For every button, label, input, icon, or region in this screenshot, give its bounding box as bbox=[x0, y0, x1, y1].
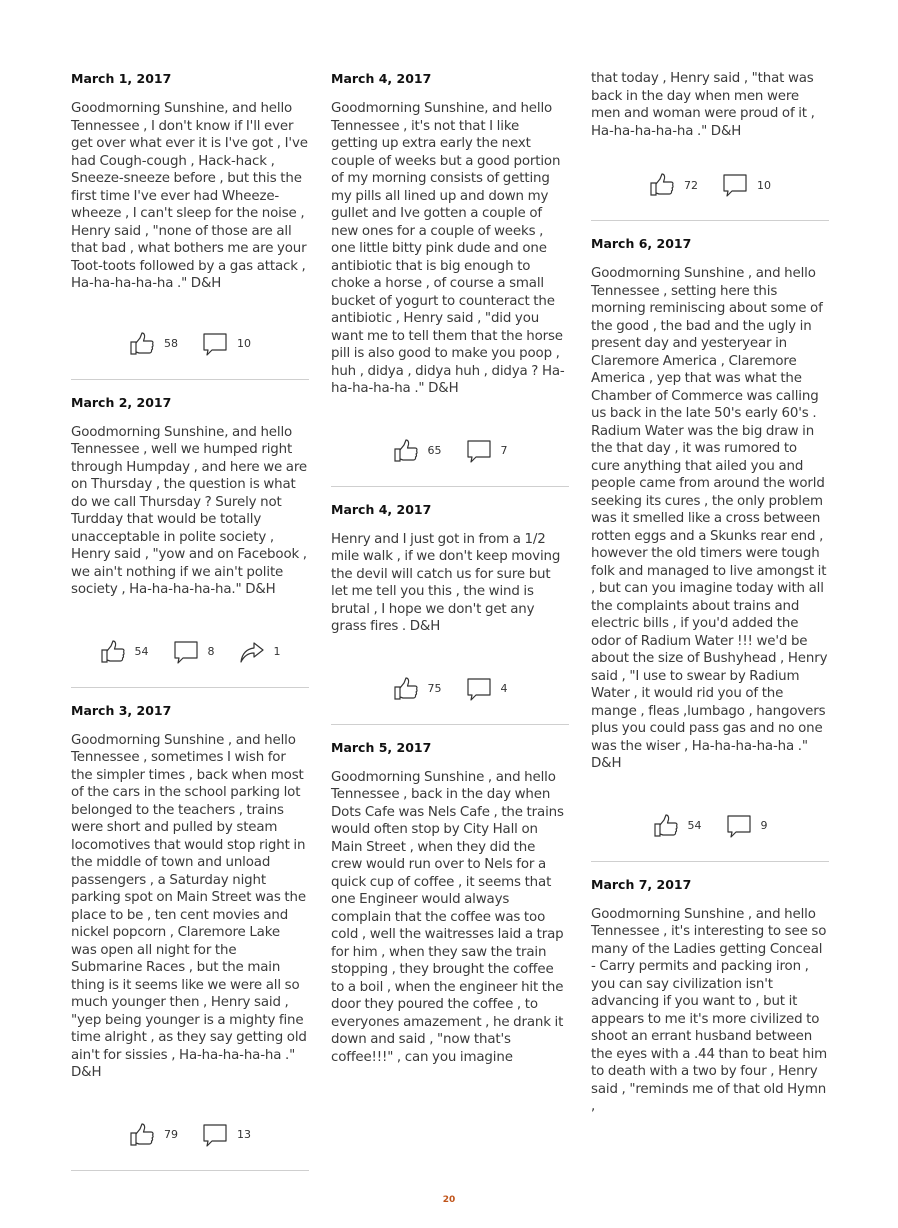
comment-icon bbox=[466, 676, 492, 702]
reactions-bar bbox=[331, 436, 569, 466]
post-date: March 5, 2017 bbox=[331, 739, 432, 755]
like-count: 54 bbox=[687, 819, 702, 832]
reactions-bar bbox=[331, 674, 569, 704]
reactions-bar bbox=[71, 637, 309, 667]
like-count: 54 bbox=[134, 645, 149, 658]
post-divider bbox=[71, 1170, 309, 1171]
reactions-bar bbox=[71, 329, 309, 359]
comment-button[interactable] bbox=[202, 1122, 251, 1148]
post-text: Goodmorning Sunshine , and hello Tennessee , setting here this morning reminiscing about some of the good , the bad and the ugly in present day and yesteryear in Claremore America , Claremore America , yep that was what the Chamber of Commerce was calling us back in the late 50's early 60's . Radium Water was the big draw in the that day , it was rumored to cure anything that ailed you and people came from around the world seeking its cures , the only problem was it smelled like a cross between rotten eggs and a Skunks rear end , however the old timers were tough folk and managed to live amongst it , but can you imagine today with all the complaints about trains and electric bills , if you'd added the odor of Radium Water !!! we'd be about the size of Bushyhead , Henry said , "I use to swear by Radium Water , it would rid you of the mange , fleas ,lumbago , hangovers plus you could pass gas and no one was the wiser , Ha-ha-ha-ha-ha ." D&H bbox=[591, 266, 828, 771]
thumbs-up-icon bbox=[393, 438, 419, 464]
comment-button[interactable] bbox=[466, 676, 508, 702]
column-left bbox=[71, 70, 309, 1185]
comment-icon bbox=[173, 639, 199, 665]
like-count: 79 bbox=[164, 1128, 178, 1141]
comment-icon bbox=[722, 172, 748, 198]
post-divider bbox=[591, 220, 829, 221]
post-march-1 bbox=[71, 70, 309, 380]
post-date: March 7, 2017 bbox=[591, 876, 692, 892]
post-march-4-walk bbox=[331, 501, 569, 725]
post-march-7 bbox=[591, 876, 829, 1116]
comment-count: 8 bbox=[207, 645, 215, 658]
post-divider bbox=[71, 379, 309, 380]
thumbs-up-icon bbox=[100, 639, 126, 665]
post-date: March 4, 2017 bbox=[331, 501, 432, 517]
comment-count: 10 bbox=[757, 178, 771, 192]
comment-count: 13 bbox=[237, 1128, 251, 1141]
comment-button[interactable] bbox=[173, 639, 215, 665]
post-date: March 2, 2017 bbox=[71, 394, 172, 410]
like-button[interactable] bbox=[653, 813, 702, 839]
like-button[interactable] bbox=[129, 331, 178, 357]
post-march-6 bbox=[591, 235, 829, 862]
post-divider bbox=[71, 687, 309, 688]
like-button[interactable] bbox=[393, 438, 442, 464]
post-date: March 4, 2017 bbox=[331, 71, 432, 86]
like-button[interactable] bbox=[100, 639, 149, 665]
thumbs-up-icon bbox=[649, 172, 675, 198]
post-text: Goodmorning Sunshine , and hello Tennessee , back in the day when Dots Cafe was Nels Cafe , the trains would often stop by City Hall on Main Street , when they did the crew would run over to Nels for a quick cup of coffee , it seems that one Engineer would always complain that the coffee was too cold , well the waitresses laid a trap for him , when they saw the train stopping , they brought the coffee to a boil , when the engineer hit the door they poured the coffee , to everyones amazement , he drank it down and said , "now that's coffee!!!" , can you imagine bbox=[331, 769, 564, 1065]
like-button[interactable] bbox=[393, 676, 442, 702]
thumbs-up-icon bbox=[393, 676, 419, 702]
post-date: March 6, 2017 bbox=[591, 236, 692, 251]
comment-button[interactable] bbox=[726, 813, 768, 839]
column-middle bbox=[331, 70, 569, 1066]
post-divider bbox=[331, 724, 569, 725]
comment-count: 7 bbox=[500, 444, 508, 457]
comment-icon bbox=[726, 813, 752, 839]
post-march-5-continued bbox=[591, 70, 829, 221]
like-button[interactable] bbox=[129, 1122, 178, 1148]
thumbs-up-icon bbox=[653, 813, 679, 839]
thumbs-up-icon bbox=[129, 1122, 155, 1148]
like-button[interactable] bbox=[649, 172, 698, 198]
column-right bbox=[591, 70, 829, 1116]
post-date: March 1, 2017 bbox=[71, 71, 172, 86]
post-text: Henry and I just got in from a 1/2 mile walk , if we don't keep moving the devil will catch us for sure but let me tell you this , the wind is brutal , I hope we don't get any grass fires . D&H bbox=[331, 531, 561, 634]
comment-count: 10 bbox=[237, 337, 251, 350]
comment-button[interactable] bbox=[722, 172, 771, 198]
post-text-continuation: that today , Henry said , "that was back in the day when men were men and woman were proud of it , Ha-ha-ha-ha-ha ." D&H bbox=[591, 71, 815, 139]
post-text: Goodmorning Sunshine , and hello Tennessee , sometimes I wish for the simpler times , back when most of the cars in the school parking lot belonged to the teachers , trains were short and pulled by steam locomotives that would stop right in the middle of town and unload passengers , a Saturday night parking spot on Main Street was the place to be , ten cent movies and nickel popcorn , Claremore Lake was open all night for the Submarine Races , but the main thing is it seems like we were all so much younger then , Henry said , "yep being younger is a mighty fine time alright , as they say getting old ain't for sissies , Ha-ha-ha-ha-ha ." D&H bbox=[71, 732, 307, 1080]
post-text: Goodmorning Sunshine , and hello Tennessee , it's interesting to see so many of the Ladies getting Conceal - Carry permits and packing iron , you can say civilization isn't advancing if you want to , but it appears to me it's more civilized to shoot an errant husband between the eyes with a .44 than to beat him to death with a two by four , Henry said , "reminds me of that old Hymn , bbox=[591, 906, 828, 1114]
like-count: 58 bbox=[164, 337, 178, 350]
reactions-bar bbox=[71, 1120, 309, 1150]
post-march-3 bbox=[71, 702, 309, 1171]
reactions-bar bbox=[591, 170, 829, 200]
post-text: Goodmorning Sunshine, and hello Tennessee , I don't know if I'll ever get over what ever it is I've got , I've had Cough-cough , Hack-hack , Sneeze-sneeze before , but this the first time I've ever had Wheeze-wheeze , I can't sleep for the noise , Henry said , "none of those are all that bad , what bothers me are your Toot-toots followed by a gas attack , Ha-ha-ha-ha-ha ." D&H bbox=[71, 101, 308, 291]
post-march-2 bbox=[71, 394, 309, 688]
share-icon bbox=[239, 639, 265, 665]
post-text: Goodmorning Sunshine, and hello Tennessee , it's not that I like getting up extra early the next couple of weeks but a good portion of my morning consists of getting my pills all lined up and down my gullet and Ive gotten a couple of new ones for a couple of weeks , one little bitty pink dude and one antibiotic that is big enough to choke a horse , of course a small bucket of yogurt to counteract the antibiotic , Henry said , "did you want me to tell them that the horse pill is also good to make you poop , huh , didya , didya huh , didya ? Ha-ha-ha-ha-ha ." D&H bbox=[331, 101, 565, 396]
comment-button[interactable] bbox=[466, 438, 508, 464]
post-divider bbox=[331, 486, 569, 487]
post-march-5 bbox=[331, 739, 569, 1067]
comment-icon bbox=[202, 331, 228, 357]
comment-count: 9 bbox=[760, 819, 768, 832]
like-count: 75 bbox=[427, 682, 442, 695]
post-text: Goodmorning Sunshine, and hello Tennessee , well we humped right through Humpday , and here we are on Thursday , the question is what do we call Thursday ? Surely not Turdday that would be totally unacceptable in polite society , Henry said , "yow and on Facebook , we ain't nothing if we ain't polite society , Ha-ha-ha-ha-ha." D&H bbox=[71, 424, 308, 597]
reactions-bar bbox=[591, 811, 829, 841]
comment-icon bbox=[466, 438, 492, 464]
post-divider bbox=[591, 861, 829, 862]
comment-button[interactable] bbox=[202, 331, 251, 357]
comment-count: 4 bbox=[500, 682, 508, 695]
share-button[interactable] bbox=[239, 639, 281, 665]
like-count: 72 bbox=[684, 178, 698, 192]
comment-icon bbox=[202, 1122, 228, 1148]
post-date: March 3, 2017 bbox=[71, 702, 172, 718]
thumbs-up-icon bbox=[129, 331, 155, 357]
share-count: 1 bbox=[273, 645, 281, 658]
post-march-4-morning bbox=[331, 70, 569, 487]
like-count: 65 bbox=[427, 444, 442, 457]
page-number: 20 bbox=[442, 1195, 456, 1205]
